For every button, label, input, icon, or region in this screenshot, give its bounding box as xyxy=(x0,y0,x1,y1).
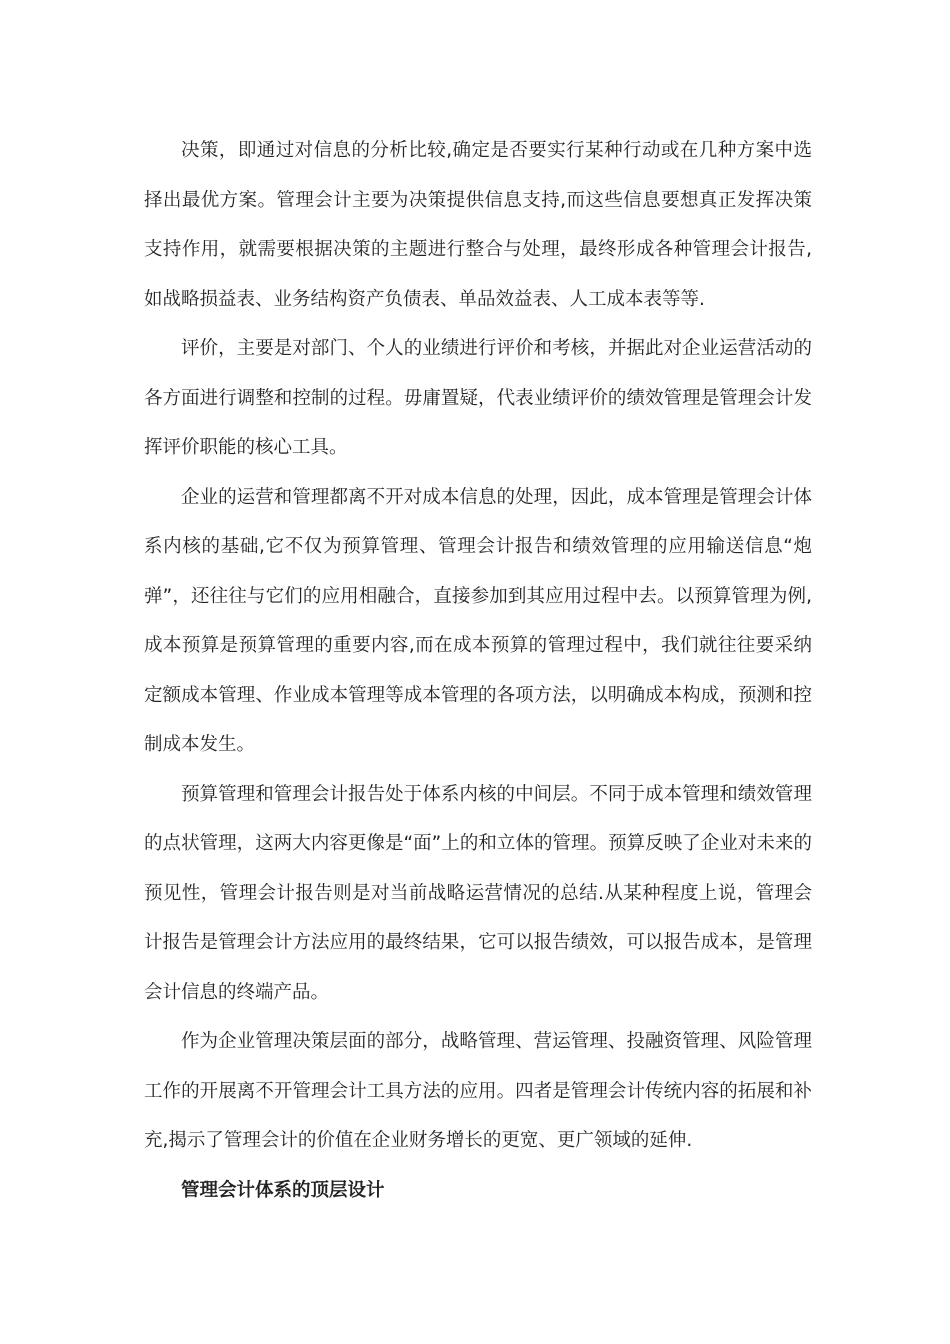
paragraph-evaluation: 评价，主要是对部门、个人的业绩进行评价和考核，并据此对企业运营活动的各方面进行调整和控制的过程。毋庸置疑，代表业绩评价的绩效管理是管理会计发挥评价职能的核心工具。 xyxy=(144,338,812,458)
document-body xyxy=(144,126,812,1215)
paragraph-cost-management: 企业的运营和管理都离不开对成本信息的处理，因此，成本管理是管理会计体系内核的基础,它不仅为预算管理、管理会计报告和绩效管理的应用输送信息“炮弹”，还往往与它们的应用相融合，直接参加到其应用过程中去。以预算管理为例,成本预算是预算管理的重要内容,而在成本预算的管理过程中，我们就往往要采纳定额成本管理、作业成本管理等成本管理的各项方法，以明确成本构成，预测和控制成本发生。 xyxy=(144,486,812,755)
section-heading: 管理会计体系的顶层设计 xyxy=(181,1179,385,1201)
paragraph-decision-layer: 作为企业管理决策层面的部分，战略管理、营运管理、投融资管理、风险管理工作的开展离不开管理会计工具方法的应用。四者是管理会计传统内容的拓展和补充,揭示了管理会计的价值在企业财务增长的更宽、更广领域的延伸. xyxy=(144,1031,812,1151)
paragraph-budget-reporting: 预算管理和管理会计报告处于体系内核的中间层。不同于成本管理和绩效管理的点状管理，这两大内容更像是“面”上的和立体的管理。预算反映了企业对未来的预见性，管理会计报告则是对当前战略运营情况的总结.从某种程度上说，管理会计报告是管理会计方法应用的最终结果，它可以报告绩效，可以报告成本，是管理会计信息的终端产品。 xyxy=(144,783,812,1003)
paragraph-decision: 决策，即通过对信息的分析比较,确定是否要实行某种行动或在几种方案中选择出最优方案。管理会计主要为决策提供信息支持,而这些信息要想真正发挥决策支持作用，就需要根据决策的主题进行整合与处理，最终形成各种管理会计报告,如战略损益表、业务结构资产负债表、单品效益表、人工成本表等等. xyxy=(144,140,812,310)
